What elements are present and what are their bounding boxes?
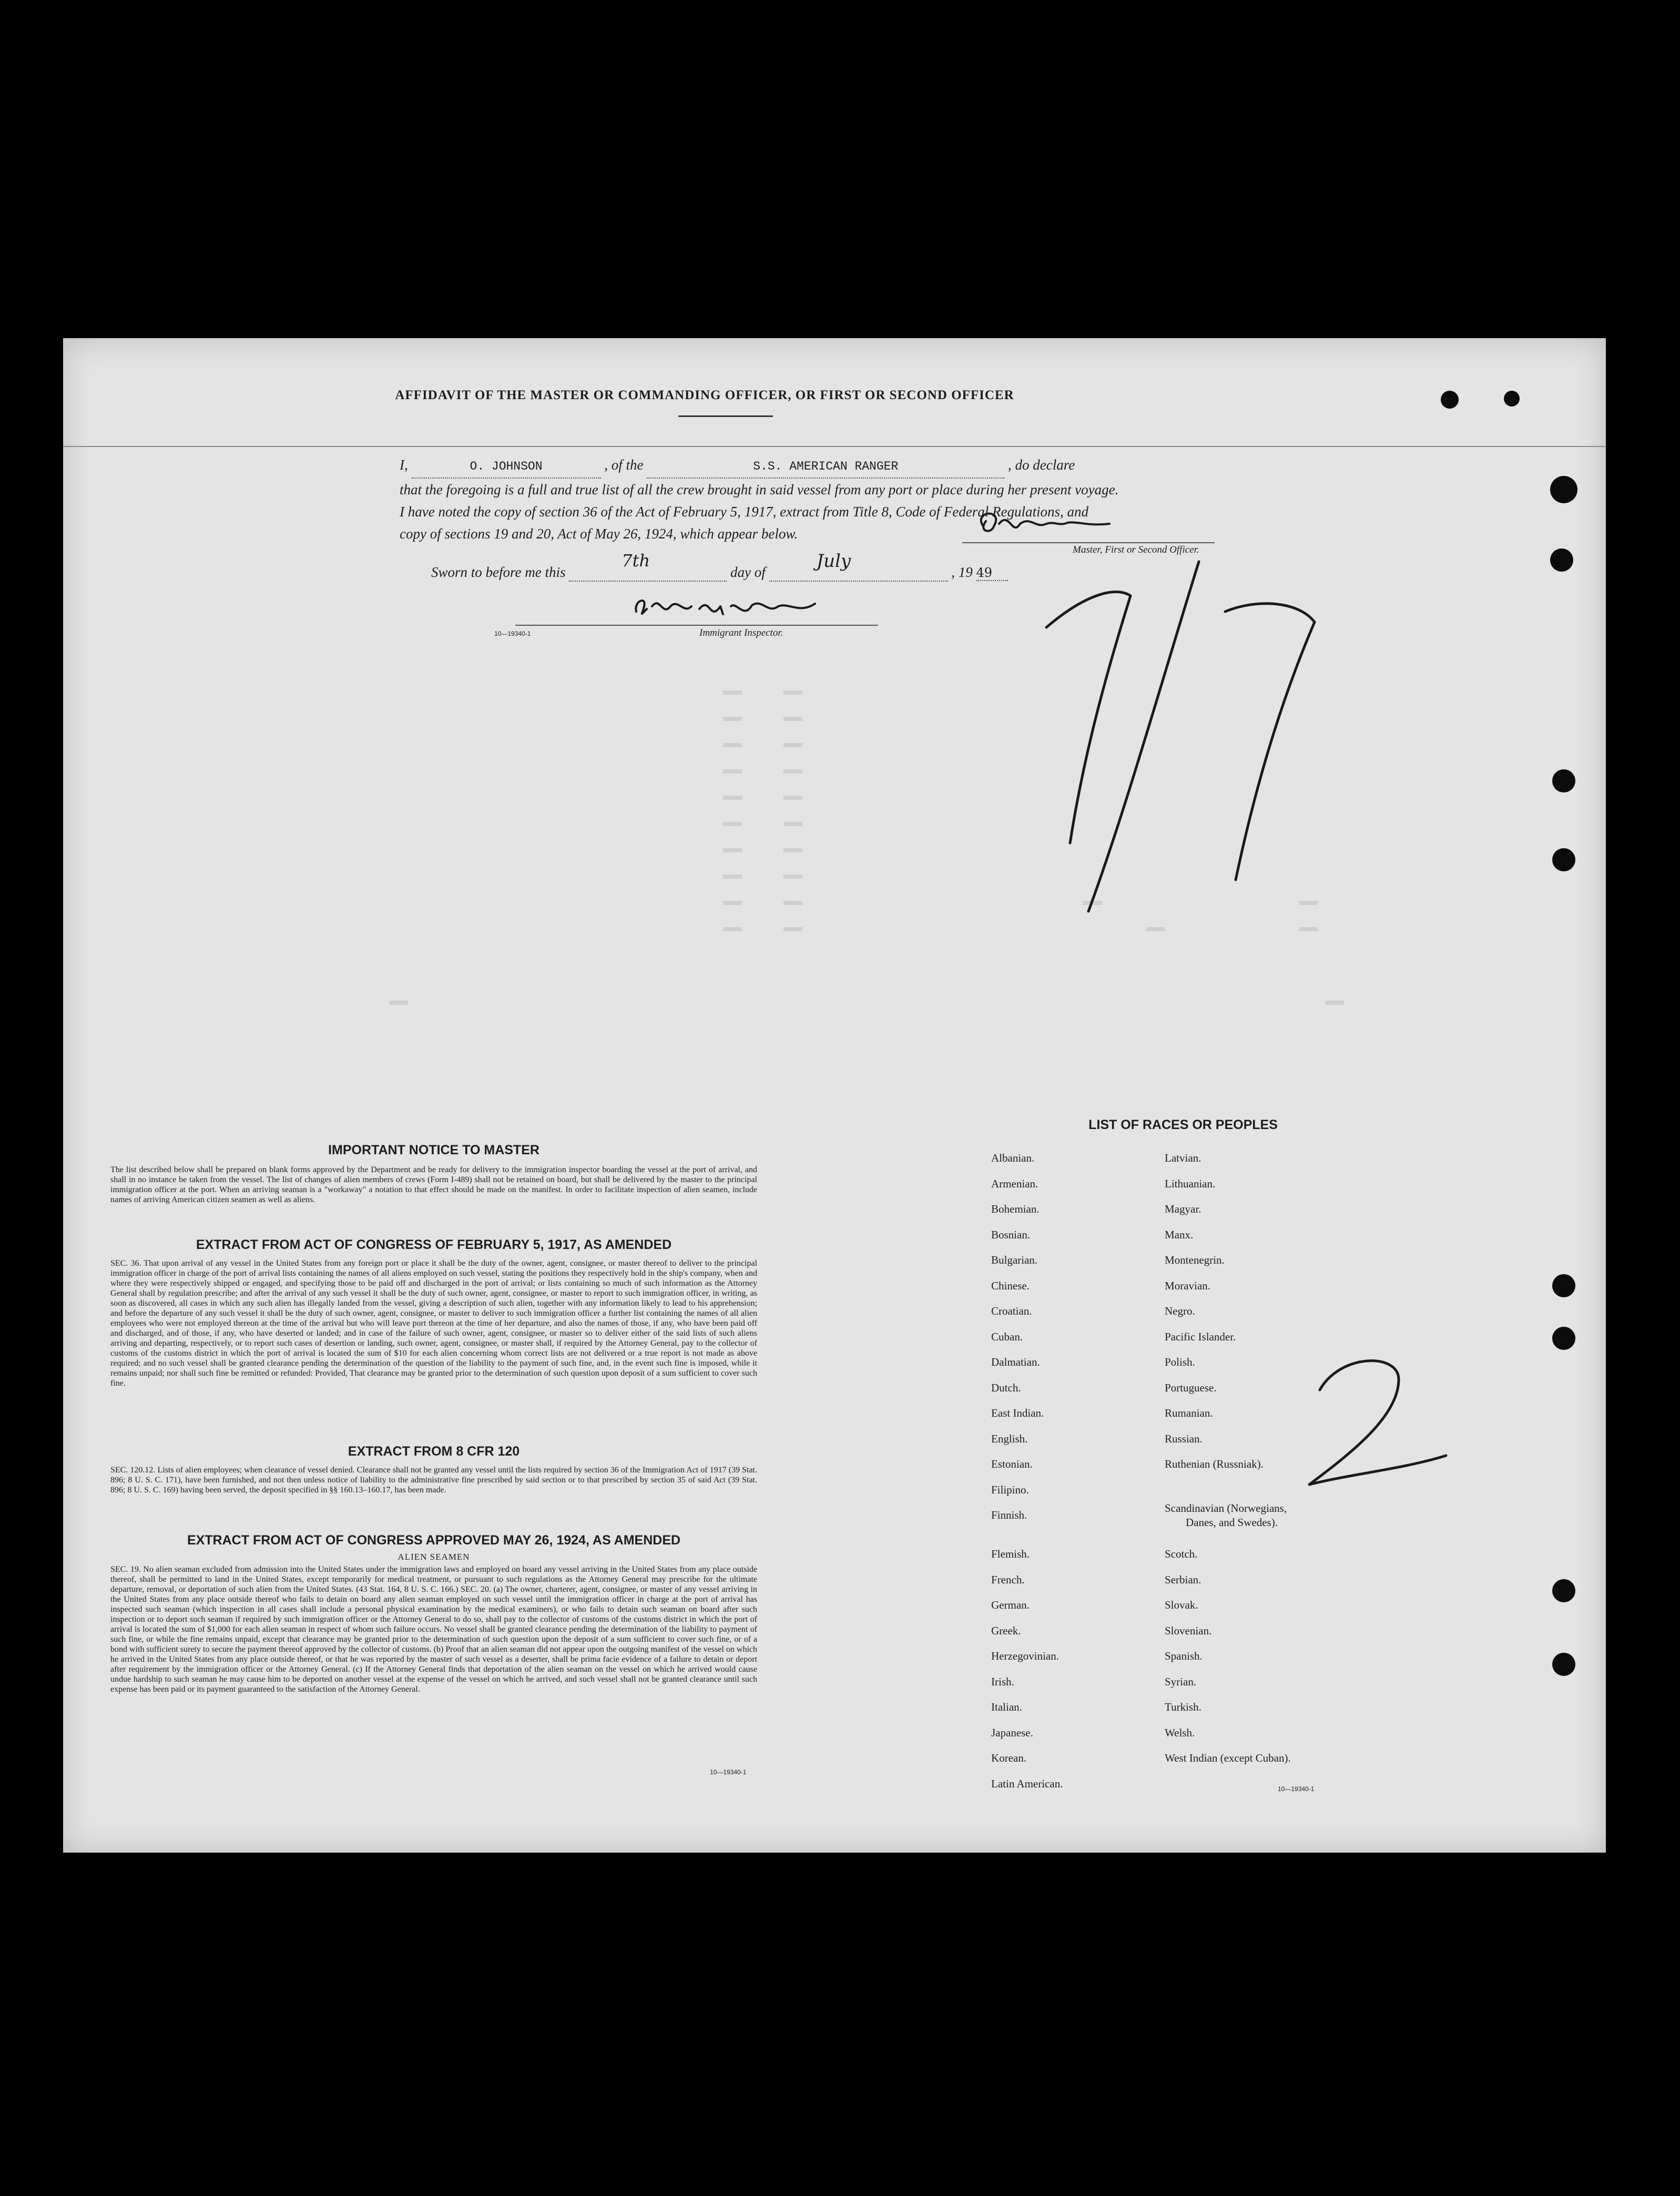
race-item: Russian. [1165,1432,1203,1445]
declaration-line-1 [400,454,1330,479]
do-declare-label: , do declare [1008,457,1075,473]
race-item: Moravian. [1165,1279,1210,1292]
sworn-label: Sworn to before me this [431,564,566,580]
punch-hole [1550,548,1573,572]
punch-hole [1552,848,1575,871]
extract-cfr-text: SEC. 120.12. Lists of alien employees; when clearance of vessel denied. Clearance shall not be granted any vessel until the lists required by section 36 of the Immigration Act of 1917 (39 Stat. 896; 8 U. S. C. 171), have been furnished, and not then unless notice of liability to the administrative fine prescribed by said section or to that prescribed by section 35 of said Act (39 Stat. 896; 8 U. S. C. 169) having been served, the deposit specified in §§ 160.13–160.17, has been made. [110,1466,757,1494]
extract-1924-title: EXTRACT FROM ACT OF CONGRESS APPROVED MAY 26, 1924, AS AMENDED [187,1533,681,1548]
vessel-name-field: S.S. AMERICAN RANGER [647,455,1004,479]
day-of-label: day of [730,564,766,580]
extract-1917-title: EXTRACT FROM ACT OF CONGRESS OF FEBRUARY 5, 1917, AS AMENDED [196,1237,672,1252]
sworn-month: July [816,551,851,572]
sworn-day-field [569,551,727,582]
extract-1917-text: SEC. 36. That upon arrival of any vessel in the United States from any foreign port or place it shall be the duty of the owner, agent, consignee, or master thereof to deliver to the principal immigration officer in charge of the port of arrival lists containing the names of all aliens employed on such vessel, stating the positions they respectively hold in the ship's company, when and where they were respectively shipped or engaged, and specifying those to be paid off and discharged in the port of arrival; or lists containing so much of such information as the Attorney General shall by regulation prescribe; and after the arrival of any such vessel it shall be the duty of such owner, agent, consignee, or master to report to such immigration officer, in writing, as soon as discovered, all cases in which any such alien has illegally landed from the vessel, giving a description of such alien, together with any information likely to lead to his apprehension; and before the departure of any such vessel it shall be the duty of such owner, agent, consignee, or master to deliver to such immigration officer a further list containing the names of all alien employees who were not employed thereon at the time of the arrival but who will leave port thereon at the time of her departure, and also the names of those, if any, who have been paid off and discharged, and of those, if any, who have deserted or landed; and in case of the failure of such owner, agent, consignee, or master so to deliver either of the said lists of such aliens arriving and departing, respectively, or to report such cases of desertion or landing, such owner, agent, consignee, or master shall, if required by the Attorney General, pay to the collector of customs of the customs district in which the port of arrival is located the sum of $10 for each alien concerning whom correct lists are not delivered or a true report is not made as above required; and no such vessel shall be granted clearance pending the determination of the question of the liability to the payment of such fine, and, in the event such fine is imposed, while it remains unpaid; nor shall such fine be remitted or refunded: Provided, That clearance may be granted prior to the determination of such question upon deposit of a sum sufficient to cover such fine. [110,1259,757,1388]
race-item: Scandinavian (Norwegians, [1165,1502,1287,1514]
race-item: Magyar. [1165,1203,1202,1215]
i-label: I, [400,457,408,473]
extract-cfr-title: EXTRACT FROM 8 CFR 120 [348,1444,520,1459]
inspector-signature-line [515,625,878,626]
divider-line [63,446,1606,447]
pencil-annotation-fraction [1010,548,1378,917]
race-item: Syrian. [1165,1675,1197,1688]
race-item: Herzegovinian. [991,1650,1059,1662]
race-item: Chinese. [991,1279,1030,1292]
race-item: Japanese. [991,1726,1033,1739]
extract-1924-text: SEC. 19. No alien seaman excluded from admission into the United States under the immigration laws and employed on board any vessel arriving in the United States from any place outside thereof, shall be permitted to land in the United States, except temporarily for medical treatment, or pursuant to such regulations as the Attorney General may prescribe for the ultimate departure, removal, or deportation of such alien from the United States. (43 Stat. 164, 8 U. S. C. 166.) SEC. 20. (a) The owner, charterer, agent, consignee, or master of any vessel arriving in the United States from any place outside thereof who fails to detain on board any alien seaman employed on such vessel until the immigration officer in charge at the port of arrival has inspected such seaman (which inspection in all cases shall include a personal physical examination by the medical examiners), or who fails to detain such seaman on board after such inspection or to deport such seaman if required by such immigration officer or the Attorney General to do so, shall pay to the collector of customs of the customs district in which the port of arrival is located the sum of $1,000 for each alien seaman in respect of whom such failure occurs. No vessel shall be granted clearance pending the determination of the liability to payment of such fine, or while the fine remains unpaid, except that clearance may be granted prior to the determination of such question upon the deposit of a sum sufficient to cover such fine, or of a bond with sufficient surety to secure the payment thereof approved by the collector of customs. (b) Proof that an alien seaman did not appear upon the outgoing manifest of the vessel on which he arrived in the United States from any place outside thereof, or that he was reported by the master of such vessel as a deserter, shall be prima facie evidence of a failure to detain or deport after requirement by the immigration officer or the Attorney General. (c) If the Attorney General finds that deportation of the alien seaman on the vessel on which he arrived would cause undue hardship to such seaman he may cause him to be deported on another vessel at the expense of the vessel on which he arrived, and such vessel shall not be granted clearance until such expense has been paid or its payment guaranteed to the satisfaction of the Attorney General. [110,1565,757,1694]
race-item: Turkish. [1165,1701,1202,1713]
race-item: Cuban. [991,1330,1023,1343]
race-item: Lithuanian. [1165,1177,1216,1190]
race-item: Latvian. [1165,1152,1202,1164]
extract-form-code: 10—19340-1 [710,1768,747,1776]
sworn-line [431,551,1008,582]
of-the-label: , of the [604,457,644,473]
year-prefix: , 19 [951,564,973,580]
race-item: Estonian. [991,1458,1033,1470]
race-item: Filipino. [991,1483,1029,1496]
punch-hole [1441,391,1459,409]
race-item: Albanian. [991,1152,1035,1164]
race-item: Bosnian. [991,1228,1031,1241]
race-item: Rumanian. [1165,1407,1213,1419]
race-item: Serbian. [1165,1573,1202,1586]
race-item: Dutch. [991,1381,1021,1394]
master-signature [962,505,1215,547]
affidavit-form-code: 10—19340-1 [494,630,531,637]
inspector-caption: Immigrant Inspector. [699,627,783,638]
race-item: Negro. [1165,1305,1195,1317]
race-item: Flemish. [991,1548,1030,1560]
race-item: Greek. [991,1624,1021,1637]
race-item: Bohemian. [991,1203,1040,1215]
affidavit-title: AFFIDAVIT OF THE MASTER OR COMMANDING OFFICER, OR FIRST OR SECOND OFFICER [395,388,1014,402]
race-item: Armenian. [991,1177,1038,1190]
notice-title: IMPORTANT NOTICE TO MASTER [328,1143,539,1157]
race-item: Irish. [991,1675,1014,1688]
race-item: Slovenian. [1165,1624,1212,1637]
race-item: German. [991,1599,1030,1611]
punch-hole [1552,1327,1575,1350]
master-name-field: O. JOHNSON [412,455,601,479]
race-item: Portuguese. [1165,1381,1217,1394]
race-item: Croatian. [991,1305,1032,1317]
punch-hole [1552,769,1575,792]
punch-hole [1504,391,1520,406]
punch-hole [1550,476,1577,503]
race-item: Finnish. [991,1509,1027,1521]
race-item: Dalmatian. [991,1356,1040,1368]
inspector-signature [631,591,878,627]
race-item: Spanish. [1165,1650,1203,1662]
race-item: Montenegrin. [1165,1254,1225,1266]
declaration-line-4: copy of sections 19 and 20, Act of May 26, 1924, which appear below. [400,526,798,542]
race-item: Manx. [1165,1228,1194,1241]
master-signature-line [962,542,1215,543]
race-item: Scotch. [1165,1548,1198,1560]
notice-text: The list described below shall be prepared on blank forms approved by the Department and be ready for delivery to the immigration inspector boarding the vessel at the port of arrival, and shall in no instance be taken from the vessel. The list of changes of alien members of crews (Form I-489) shall not be retained on board, but shall be delivered by the master to the principal immigration officer at the port. When an arriving seaman is a "workaway" a notation to that effect should be made on the manifest. In order to facilitate inspection of alien seamen, include names of arriving American citizen seamen as well as aliens. [110,1165,757,1204]
race-item: English. [991,1432,1028,1445]
race-item: Italian. [991,1701,1022,1713]
punch-hole [1552,1274,1575,1297]
title-rule [678,415,773,417]
race-item: Korean. [991,1752,1027,1764]
extract-1924-subtitle: ALIEN SEAMEN [398,1552,470,1562]
pencil-annotation-number [1288,1348,1451,1506]
sworn-day: 7th [622,551,650,571]
sworn-year: 49 [976,565,1008,581]
races-title: LIST OF RACES OR PEOPLES [1088,1117,1278,1132]
race-item: Bulgarian. [991,1254,1038,1266]
race-item: Latin American. [991,1777,1063,1790]
race-item: East Indian. [991,1407,1044,1419]
punch-hole [1552,1653,1575,1676]
punch-hole [1552,1579,1575,1602]
race-item: Slovak. [1165,1599,1198,1611]
race-item: French. [991,1573,1025,1586]
declaration-line-2: that the foregoing is a full and true list of all the crew brought in said vessel from any port or place during her present voyage. [400,482,1119,497]
master-caption: Master, First or Second Officer. [1073,544,1199,555]
race-item: Danes, and Swedes). [1186,1516,1278,1529]
document-page [63,338,1606,1853]
race-item: Pacific Islander. [1165,1330,1236,1343]
declaration-line-3: I have noted the copy of section 36 of the Act of February 5, 1917, extract from Title 8, Code of Federal Regulations, and [400,504,1089,520]
sworn-month-field [769,551,948,582]
races-form-code: 10—19340-1 [1278,1785,1315,1793]
race-item: Welsh. [1165,1726,1195,1739]
race-item: Ruthenian (Russniak). [1165,1458,1264,1470]
race-item: West Indian (except Cuban). [1165,1752,1291,1764]
race-item: Polish. [1165,1356,1195,1368]
